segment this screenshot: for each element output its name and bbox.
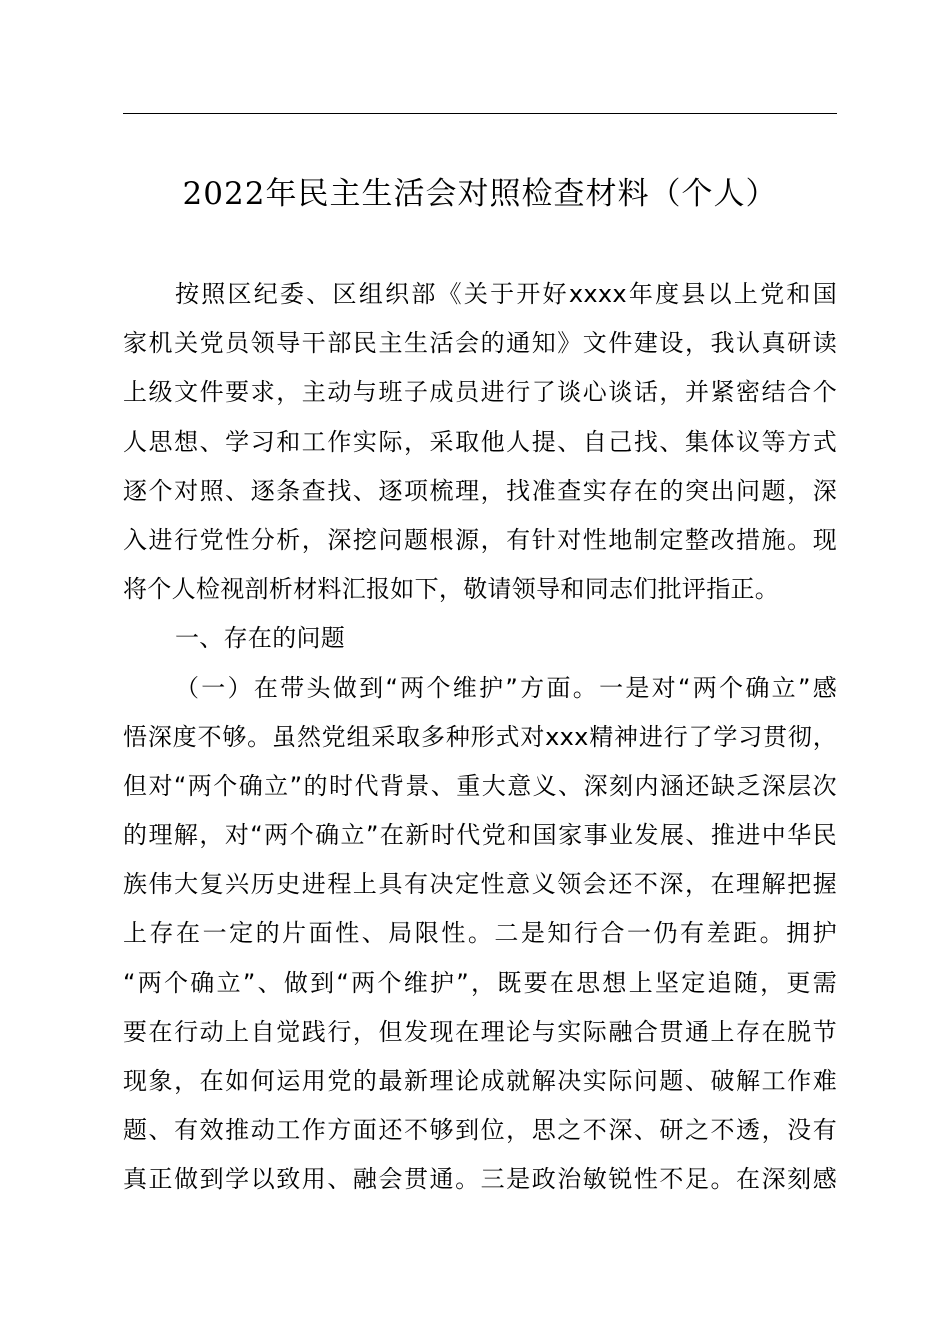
body-line: 悟深度不够。虽然党组采取多种形式对xxx精神进行了学习贯彻，	[123, 722, 837, 751]
body-line: 将个人检视剖析材料汇报如下，敬请领导和同志们批评指正。	[123, 575, 780, 604]
body-line: 上级文件要求，主动与班子成员进行了谈心谈话，并紧密结合个	[123, 378, 837, 407]
body-line: 真正做到学以致用、融会贯通。三是政治敏锐性不足。在深刻感	[123, 1165, 837, 1194]
body-line: 族伟大复兴历史进程上具有决定性意义领会还不深，在理解把握	[123, 870, 837, 899]
document-title: 2022年民主生活会对照检查材料（个人）	[182, 176, 778, 212]
document-body	[123, 270, 837, 1205]
body-line: 现象，在如何运用党的最新理论成就解决实际问题、破解工作难	[123, 1067, 837, 1095]
section-heading: 一、存在的问题	[175, 624, 346, 653]
body-line: 要在行动上自觉践行，但发现在理论与实际融合贯通上存在脱节	[123, 1017, 837, 1046]
body-line: 逐个对照、逐条查找、逐项梳理，找准查实存在的突出问题，深	[123, 476, 837, 505]
body-line: 家机关党员领导干部民主生活会的通知》文件建设，我认真研读	[123, 329, 837, 358]
body-line: 题、有效推动工作方面还不够到位，思之不深、研之不透，没有	[123, 1116, 837, 1145]
body-line: 人思想、学习和工作实际，采取他人提、自己找、集体议等方式	[123, 427, 837, 456]
body-line: “两个确立”、做到“两个维护”，既要在思想上坚定追随，更需	[123, 968, 837, 997]
header-rule	[123, 113, 837, 114]
body-line: 但对“两个确立”的时代背景、重大意义、深刻内涵还缺乏深层次	[123, 771, 837, 800]
body-line: 上存在一定的片面性、局限性。二是知行合一仍有差距。拥护	[123, 919, 837, 948]
body-line: 的理解，对“两个确立”在新时代党和国家事业发展、推进中华民	[123, 821, 837, 850]
body-line: （一）在带头做到“两个维护”方面。一是对“两个确立”感	[175, 673, 837, 702]
body-line: 入进行党性分析，深挖问题根源，有针对性地制定整改措施。现	[123, 525, 837, 554]
body-line: 按照区纪委、区组织部《关于开好xxxx年度县以上党和国	[175, 280, 837, 308]
